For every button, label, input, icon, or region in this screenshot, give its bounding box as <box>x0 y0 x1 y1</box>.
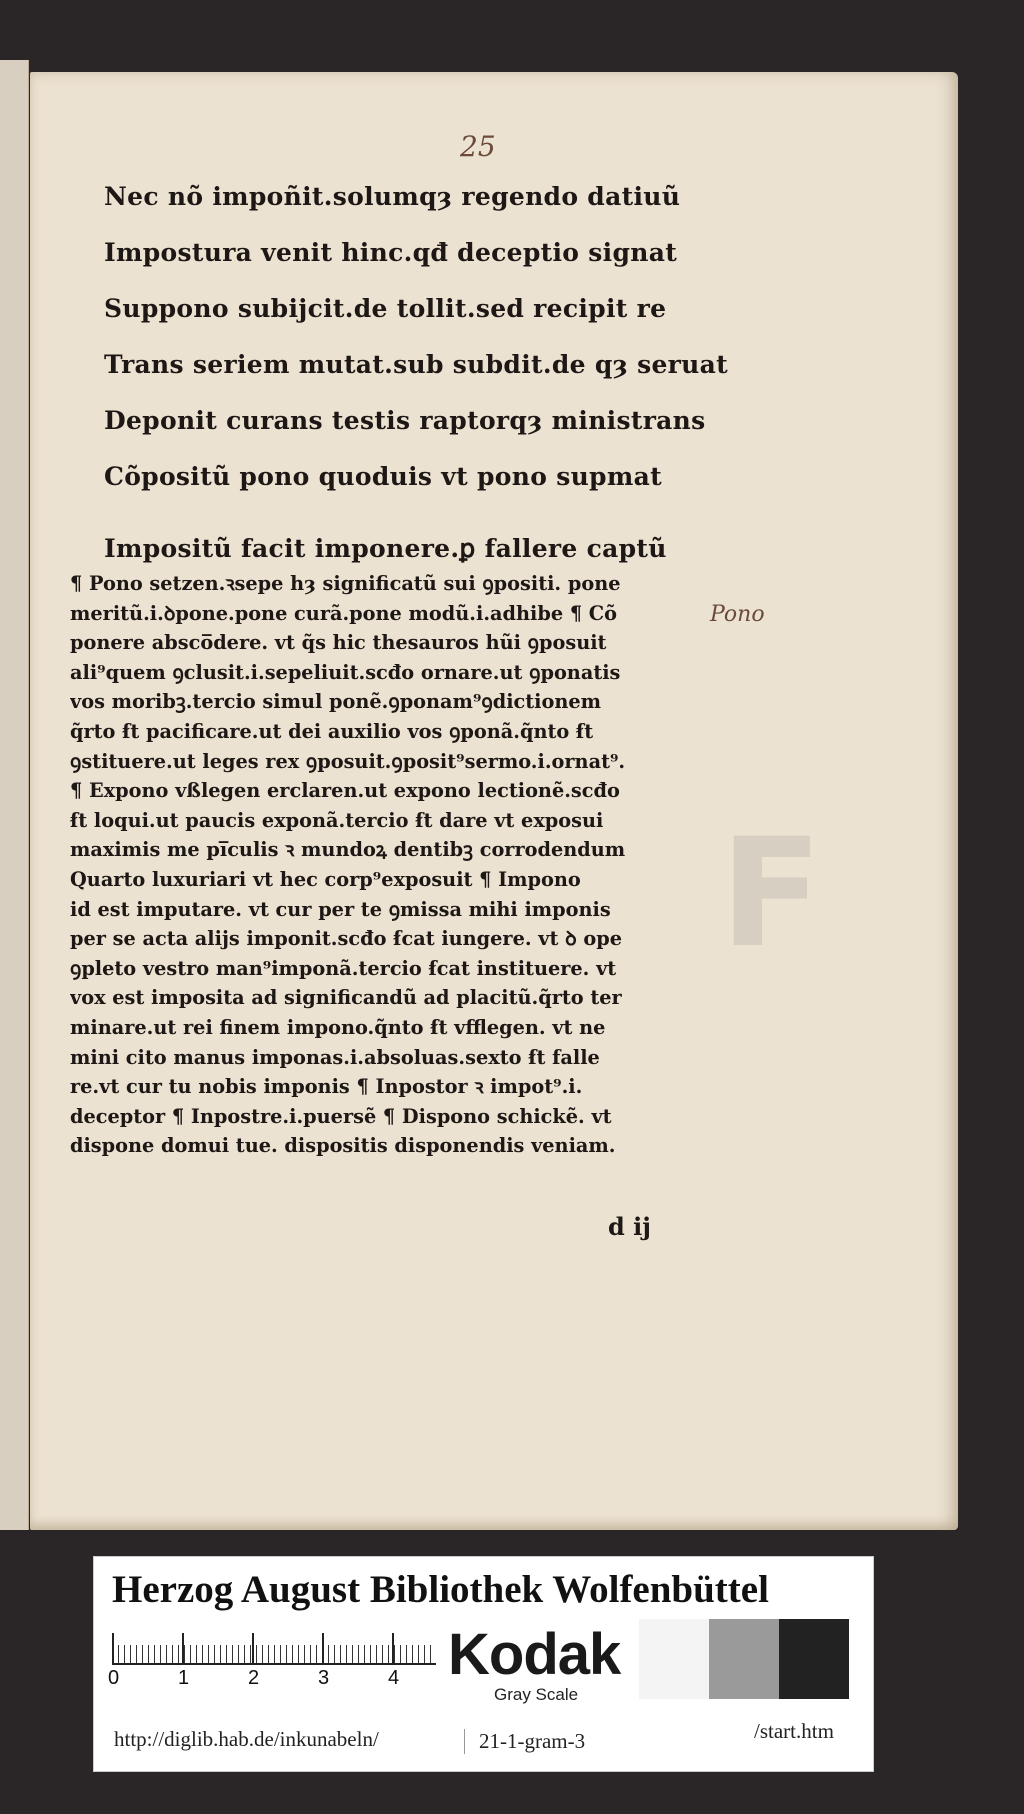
signature-mark: d ij <box>608 1212 651 1241</box>
verse-line: Trans seriem mutat.sub subdit.de qȝ seruat <box>104 350 728 379</box>
ruler-major-tick <box>112 1633 114 1663</box>
gray-swatch-white <box>639 1619 709 1699</box>
ruler-major-tick <box>322 1633 324 1663</box>
commentary-line: ꝯstituere.ut leges rex ꝯposuit.ꝯposit⁹sermo.i.ornat⁹. <box>70 749 626 773</box>
book-page <box>30 72 958 1530</box>
commentary-line: vox est imposita ad significandũ ad placitũ.q̃rto ter <box>70 986 622 1010</box>
commentary-line: re.vt cur tu nobis imponis ¶ Inpostor ꝛ impot⁹.i. <box>70 1075 583 1099</box>
commentary-line: deceptor ¶ Inpostre.i.puersẽ ¶ Dispono schickẽ. vt <box>70 1104 612 1128</box>
gray-swatch-mid <box>709 1619 779 1699</box>
preceding-page-edge <box>0 60 29 1530</box>
verse-line: Impostura venit hinc.qđ deceptio signat <box>104 238 678 267</box>
color-target-label <box>93 1556 874 1772</box>
verse-line: Nec nõ impoñit.solumqȝ regendo datiuũ <box>104 182 681 211</box>
commentary-line: vos moribꝫ.tercio simul ponẽ.ꝯponam⁹ꝯdictionem <box>70 690 602 714</box>
source-url: http://diglib.hab.de/inkunabeln/ <box>114 1727 379 1751</box>
verse-line: Impositũ facit imponere.ꝑ fallere captũ <box>104 534 667 563</box>
commentary-line: ponere absco̅dere. vt q̃s hic thesauros hũi ꝯposuit <box>70 631 607 655</box>
ruler-major-tick <box>392 1633 394 1663</box>
verse-line: Deponit curans testis raptorqȝ ministrans <box>104 406 706 435</box>
verse-line: Cõpositũ pono quoduis vt pono supmat <box>104 462 662 491</box>
commentary-line: dispone domui tue. dispositis disponendis veniam. <box>70 1134 616 1158</box>
commentary-line: ¶ Pono setzen.ꝛsepe hȝ significatũ sui ꝯpositi. pone <box>70 572 621 595</box>
ruler-major-tick <box>182 1633 184 1663</box>
kodak-logo: Kodak <box>448 1622 621 1687</box>
commentary-line: q̃rto ẜt pacificare.ut dei auxilio vos ꝯponã.q̃nto ẜt <box>70 719 594 743</box>
shelfmark: 21-1-gram-3 <box>464 1729 585 1754</box>
measuring-ruler <box>112 1633 436 1665</box>
commentary-line: Quarto luxuriari vt hec corp⁹exposuit ¶ Impono <box>70 867 581 891</box>
ruler-number: 4 <box>388 1667 400 1689</box>
commentary-line: meritũ.i.ꝺpone.pone curã.pone modũ.i.adhibe ¶ Cõ <box>70 601 617 625</box>
start-page-link: /start.htm <box>754 1719 834 1743</box>
ruler-number: 1 <box>178 1667 190 1689</box>
commentary-line: ali⁹quem ꝯclusit.i.sepeliuit.scđo ornare.ut ꝯponatis <box>70 660 621 684</box>
verse-line: Suppono subijcit.de tollit.sed recipit re <box>104 294 667 323</box>
commentary-line: id est imputare. vt cur per te ꝯmissa mihi imponis <box>70 897 611 921</box>
folio-number: 25 <box>460 130 496 163</box>
gray-scale-caption: Gray Scale <box>494 1685 579 1704</box>
commentary-line: maximis me pi̅culis ꝛ mundoꝝ dentibꝫ corrodendum <box>70 838 626 862</box>
ruler-number: 3 <box>318 1667 330 1689</box>
gray-swatch-black <box>779 1619 849 1699</box>
library-name: Herzog August Bibliothek Wolfenbüttel <box>112 1568 769 1611</box>
faint-watermark: F <box>720 807 823 981</box>
commentary-line: ꝯpleto vestro man⁹imponã.tercio ẜcat instituere. vt <box>70 956 617 980</box>
marginal-annotation: Pono <box>710 602 765 627</box>
commentary-line: minare.ut rei finem impono.q̃nto ẜt vfflegen. vt ne <box>70 1015 606 1039</box>
ruler-number: 2 <box>248 1667 260 1689</box>
commentary-line: per se acta alijs imponit.scđo ẜcat iungere. vt ꝺ ope <box>70 927 622 951</box>
commentary-line: ẜt loqui.ut paucis exponã.tercio ẜt dare vt exposui <box>70 808 604 832</box>
ruler-number: 0 <box>108 1667 120 1689</box>
commentary-block <box>70 569 730 1161</box>
commentary-line: mini cito manus imponas.i.absoluas.sexto ẜt falle <box>70 1045 600 1069</box>
ruler-major-tick <box>252 1633 254 1663</box>
commentary-line: ¶ Expono vßlegen erclaren.ut expono lectionẽ.scđo <box>70 779 620 803</box>
